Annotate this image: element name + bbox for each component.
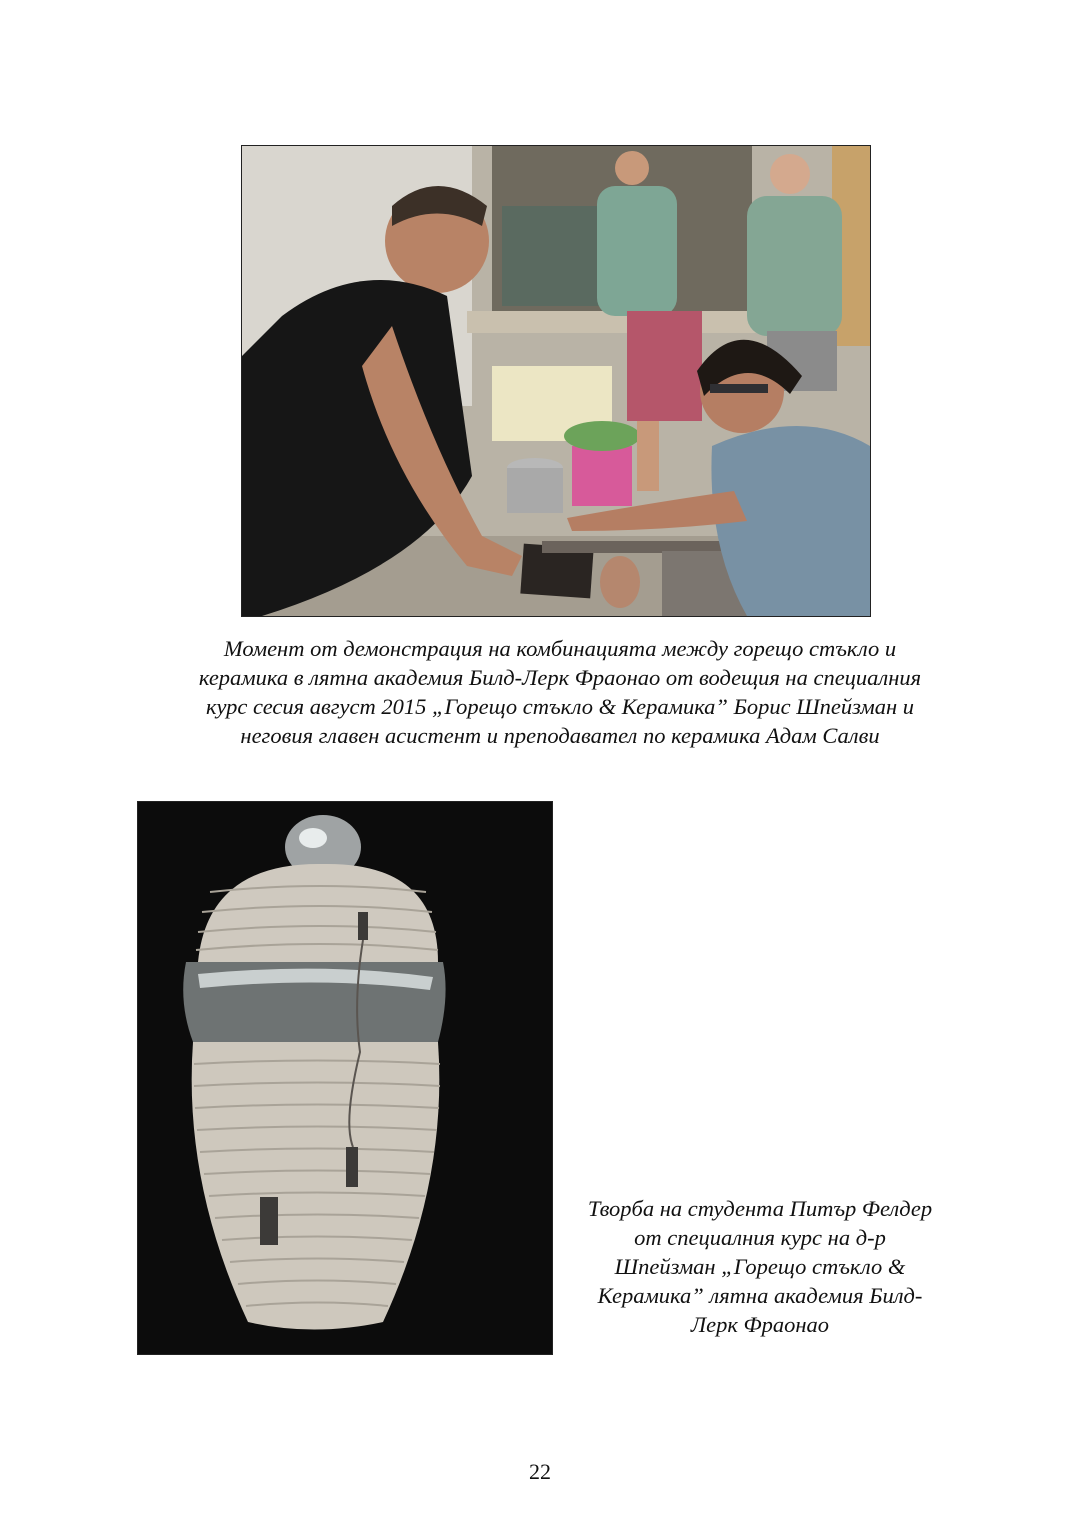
caption-line: Шпейзман „Горещо стъкло & (614, 1254, 906, 1279)
caption-line: Керамика” лятна академия Билд- (597, 1283, 923, 1308)
caption-line: Творба на студента Питър Фелдер (587, 1196, 933, 1221)
caption-line: Лерк Фраонао (690, 1312, 830, 1337)
caption-line: от специалния курс на д-р (634, 1225, 886, 1250)
caption-line: Момент от демонстрация на комбинацията между горещо стъкло и (223, 636, 897, 661)
photo1-caption (120, 634, 1000, 750)
photo2-caption (555, 1194, 965, 1339)
caption-line: курс сесия август 2015 „Горещо стъкло & Керамика” Борис Шпейзман и (205, 694, 915, 719)
caption-line: неговия главен асистент и преподавател по керамика Адам Салви (240, 723, 880, 748)
workshop-demonstration-photo (241, 145, 871, 617)
page-number: 22 (529, 1459, 551, 1484)
caption-line: керамика в лятна академия Билд-Лерк Фраонао от водещия на специалния (198, 665, 922, 690)
student-artwork-photo (137, 801, 553, 1355)
ceramic-glass-vessel-illustration (138, 802, 552, 1354)
workshop-scene-illustration (242, 146, 870, 616)
